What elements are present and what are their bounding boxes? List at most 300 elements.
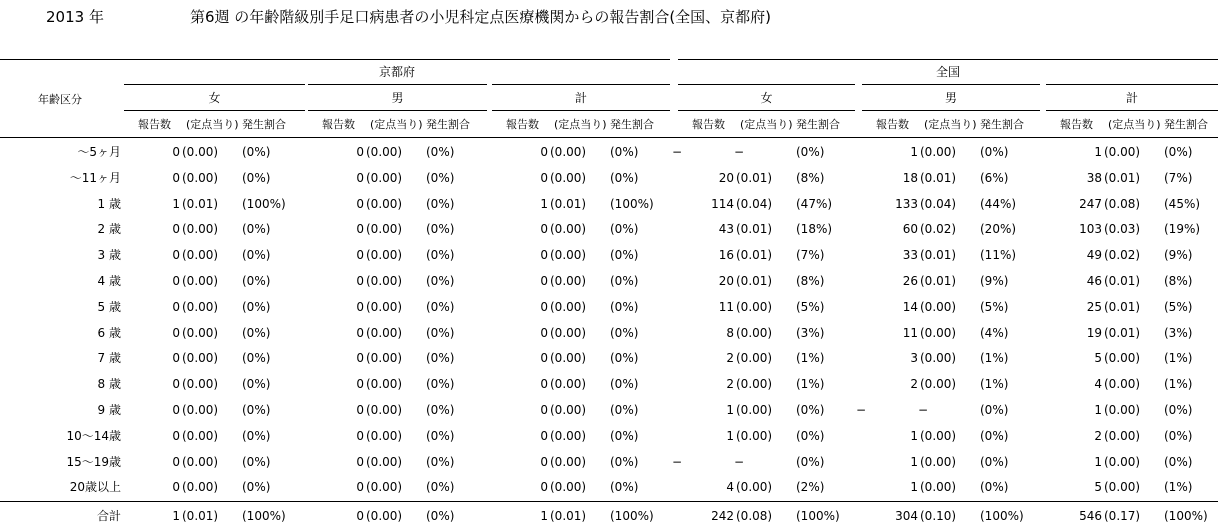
cell-per-point: (0.00)	[182, 274, 219, 288]
cell-per-point: (0.00)	[182, 248, 219, 263]
top-rule-national	[678, 59, 1218, 60]
cell-count: 1	[172, 196, 180, 211]
cell-rate: (0%)	[1164, 454, 1193, 469]
cell-count: 0	[172, 248, 180, 263]
cell-rate: (100%)	[796, 509, 840, 523]
cell-rate: (0%)	[426, 428, 455, 443]
cell-rate: (5%)	[796, 299, 825, 314]
cell-per-point: (0.00)	[182, 222, 219, 237]
cell-rate: (7%)	[1164, 170, 1193, 185]
cell-per-point: (0.00)	[736, 351, 773, 366]
cell-count: 0	[540, 222, 548, 237]
cell-rate: (0%)	[426, 196, 455, 211]
subheader-count: 報告数	[876, 118, 909, 131]
cell-per-point: (0.01)	[1104, 325, 1141, 340]
subheader-rate: 発生割合	[242, 118, 286, 131]
cell-per-point: (0.00)	[550, 274, 587, 288]
cell-per-point: (0.00)	[736, 325, 773, 340]
cell-count: 26	[902, 274, 918, 288]
cell-count: 304	[895, 509, 918, 523]
cell-count: −	[856, 403, 867, 417]
subheader-rule	[308, 110, 487, 111]
cell-rate: (0%)	[242, 248, 271, 263]
cell-per-point: (0.00)	[182, 403, 219, 417]
cell-rate: (47%)	[796, 196, 833, 211]
cell-rate: (0%)	[610, 454, 639, 469]
cell-rate: (0%)	[426, 377, 455, 392]
cell-per-point: (0.00)	[1104, 145, 1141, 159]
cell-per-point: (0.00)	[182, 377, 219, 392]
cell-per-point: (0.00)	[920, 145, 957, 159]
cell-count: 103	[1079, 222, 1102, 237]
cell-rate: (9%)	[980, 274, 1009, 288]
cell-count: 0	[172, 299, 180, 314]
cell-rate: (0%)	[242, 170, 271, 185]
cell-rate: (0%)	[426, 170, 455, 185]
cell-count: 0	[172, 222, 180, 237]
cell-count: 0	[172, 351, 180, 366]
cell-count: 46	[1086, 274, 1102, 288]
cell-count: 5	[1094, 351, 1102, 366]
cell-per-point: (0.00)	[550, 403, 587, 417]
cell-rate: (0%)	[242, 274, 271, 288]
cell-rate: (0%)	[796, 403, 825, 417]
cell-rate: (100%)	[610, 196, 654, 211]
cell-per-point: (0.01)	[1104, 274, 1141, 288]
cell-per-point: (0.00)	[550, 480, 587, 495]
page-title: 第6週 の年齢階級別手足口病患者の小児科定点医療機関からの報告割合(全国、京都府)	[190, 8, 772, 26]
cell-per-point: (0.00)	[736, 480, 773, 495]
cell-rate: (8%)	[796, 274, 825, 288]
subheader-rule	[124, 110, 305, 111]
cell-rate: (20%)	[980, 222, 1017, 237]
cell-count: 0	[172, 274, 180, 288]
table-row-label: 2 歳	[97, 222, 121, 237]
cell-per-point: (0.00)	[920, 377, 957, 392]
table-row-label: 〜11ヶ月	[69, 170, 121, 185]
cell-count: 0	[172, 145, 180, 159]
cell-rate: (0%)	[242, 480, 271, 495]
cell-rate: (8%)	[1164, 274, 1193, 288]
table-row-label: 〜5ヶ月	[77, 145, 121, 159]
cell-rate: (0%)	[980, 145, 1009, 159]
cell-rate: (8%)	[796, 170, 825, 185]
cell-count: 0	[356, 222, 364, 237]
cell-count: 49	[1086, 248, 1102, 263]
cell-count: 1	[172, 509, 180, 523]
cell-per-point: (0.00)	[182, 480, 219, 495]
subheader-rule	[862, 110, 1040, 111]
cell-count: 1	[1094, 403, 1102, 417]
cell-rate: (0%)	[610, 145, 639, 159]
cell-count: 0	[356, 299, 364, 314]
cell-per-point: (0.00)	[920, 299, 957, 314]
cell-count: 0	[540, 274, 548, 288]
subheader-rate: 発生割合	[1164, 118, 1208, 131]
cell-rate: (44%)	[980, 196, 1017, 211]
cell-count: 0	[540, 454, 548, 469]
cell-per-point: (0.00)	[182, 145, 219, 159]
cell-count: 0	[540, 377, 548, 392]
cell-rate: (0%)	[1164, 145, 1193, 159]
cell-per-point: (0.00)	[736, 299, 773, 314]
cell-rate: (0%)	[980, 428, 1009, 443]
cell-count: 5	[1094, 480, 1102, 495]
cell-per-point: −	[734, 454, 745, 469]
cell-per-point: (0.00)	[736, 403, 773, 417]
cell-rate: (0%)	[610, 403, 639, 417]
cell-rate: (0%)	[426, 222, 455, 237]
cell-rate: (0%)	[242, 403, 271, 417]
cell-rate: (0%)	[426, 403, 455, 417]
cell-per-point: (0.00)	[182, 351, 219, 366]
cell-count: 11	[718, 299, 734, 314]
cell-rate: (3%)	[1164, 325, 1193, 340]
cell-per-point: (0.00)	[550, 428, 587, 443]
cell-count: 0	[172, 325, 180, 340]
region-header-national: 全国	[935, 65, 960, 79]
cell-rate: (1%)	[1164, 480, 1193, 495]
sex-group-rule	[124, 84, 305, 85]
cell-count: 1	[540, 509, 548, 523]
cell-rate: (0%)	[426, 509, 455, 523]
cell-per-point: (0.00)	[550, 325, 587, 340]
cell-count: 0	[540, 325, 548, 340]
cell-count: 0	[356, 403, 364, 417]
subheader-per-point: (定点当り)	[1108, 118, 1161, 131]
cell-per-point: (0.00)	[366, 509, 403, 523]
table-row-label: 20歳以上	[69, 480, 121, 495]
cell-per-point: (0.00)	[366, 196, 403, 211]
cell-rate: (9%)	[1164, 248, 1193, 263]
cell-rate: (100%)	[242, 196, 286, 211]
cell-count: 0	[540, 428, 548, 443]
cell-rate: (1%)	[796, 377, 825, 392]
cell-count: 4	[726, 480, 734, 495]
cell-count: 0	[540, 248, 548, 263]
cell-per-point: (0.00)	[736, 377, 773, 392]
table-row-label: 10〜14歳	[66, 428, 121, 443]
cell-rate: (6%)	[980, 170, 1009, 185]
cell-rate: (45%)	[1164, 196, 1201, 211]
cell-rate: (0%)	[242, 377, 271, 392]
cell-count: 2	[910, 377, 918, 392]
cell-count: 11	[902, 325, 918, 340]
subheader-rate: 発生割合	[426, 118, 470, 131]
cell-count: 0	[356, 196, 364, 211]
sex-group-rule	[492, 84, 670, 85]
cell-count: 38	[1086, 170, 1102, 185]
cell-rate: (0%)	[426, 454, 455, 469]
cell-rate: (0%)	[610, 299, 639, 314]
cell-count: 0	[540, 480, 548, 495]
cell-count: 0	[356, 248, 364, 263]
sex-header: 計	[574, 91, 587, 105]
cell-per-point: (0.00)	[1104, 351, 1141, 366]
subheader-per-point: (定点当り)	[924, 118, 977, 131]
cell-per-point: (0.00)	[366, 403, 403, 417]
cell-count: 0	[540, 299, 548, 314]
cell-rate: (18%)	[796, 222, 833, 237]
cell-rate: (100%)	[242, 509, 286, 523]
cell-count: 1	[1094, 454, 1102, 469]
cell-rate: (1%)	[1164, 351, 1193, 366]
cell-count: 1	[1094, 145, 1102, 159]
cell-per-point: (0.00)	[366, 222, 403, 237]
cell-rate: (0%)	[242, 428, 271, 443]
cell-count: 0	[540, 403, 548, 417]
cell-count: 0	[172, 480, 180, 495]
cell-per-point: (0.00)	[1104, 480, 1141, 495]
cell-count: 1	[910, 428, 918, 443]
cell-count: 2	[726, 351, 734, 366]
cell-per-point: (0.00)	[366, 274, 403, 288]
sex-group-rule	[862, 84, 1040, 85]
sex-header: 計	[1125, 91, 1138, 105]
cell-count: 20	[718, 170, 734, 185]
cell-rate: (0%)	[796, 428, 825, 443]
cell-per-point: (0.00)	[366, 428, 403, 443]
cell-count: 0	[356, 377, 364, 392]
cell-count: 0	[356, 480, 364, 495]
cell-per-point: (0.00)	[1104, 428, 1141, 443]
table-row-label: 5 歳	[97, 299, 121, 314]
subheader-per-point: (定点当り)	[370, 118, 423, 131]
cell-per-point: (0.00)	[182, 428, 219, 443]
cell-count: 0	[356, 274, 364, 288]
cell-count: 14	[902, 299, 918, 314]
subheader-rate: 発生割合	[796, 118, 840, 131]
cell-rate: (0%)	[980, 480, 1009, 495]
sex-header: 女	[208, 91, 221, 105]
cell-rate: (3%)	[796, 325, 825, 340]
cell-per-point: (0.00)	[182, 299, 219, 314]
cell-count: 0	[172, 454, 180, 469]
cell-per-point: (0.00)	[550, 377, 587, 392]
table-row-label: 4 歳	[97, 274, 121, 288]
subheader-rate: 発生割合	[980, 118, 1024, 131]
cell-rate: (0%)	[426, 351, 455, 366]
cell-per-point: (0.10)	[920, 509, 957, 523]
top-rule-kyoto	[0, 59, 670, 60]
cell-per-point: (0.01)	[182, 196, 219, 211]
header-bottom-rule	[0, 137, 1218, 138]
cell-count: 2	[1094, 428, 1102, 443]
subheader-rule	[1046, 110, 1218, 111]
cell-per-point: (0.17)	[1104, 509, 1141, 523]
cell-count: 0	[540, 145, 548, 159]
cell-count: 247	[1079, 196, 1102, 211]
cell-per-point: (0.01)	[1104, 299, 1141, 314]
cell-per-point: (0.00)	[1104, 377, 1141, 392]
table-row-label: 3 歳	[97, 248, 121, 263]
cell-count: 0	[356, 170, 364, 185]
cell-count: −	[672, 454, 683, 469]
cell-per-point: (0.01)	[550, 196, 587, 211]
cell-rate: (1%)	[1164, 377, 1193, 392]
cell-rate: (0%)	[610, 274, 639, 288]
cell-per-point: (0.00)	[920, 480, 957, 495]
cell-count: 19	[1086, 325, 1102, 340]
cell-per-point: (0.02)	[1104, 248, 1141, 263]
cell-per-point: (0.00)	[550, 170, 587, 185]
cell-rate: (0%)	[796, 145, 825, 159]
table-row-label: 6 歳	[97, 325, 121, 340]
cell-count: 1	[910, 145, 918, 159]
total-row-label: 合計	[96, 509, 121, 523]
cell-rate: (0%)	[610, 248, 639, 263]
cell-count: 0	[172, 377, 180, 392]
cell-count: 60	[902, 222, 918, 237]
cell-count: 25	[1086, 299, 1102, 314]
cell-per-point: (0.01)	[182, 509, 219, 523]
cell-rate: (0%)	[796, 454, 825, 469]
cell-count: 20	[718, 274, 734, 288]
cell-per-point: (0.01)	[920, 274, 957, 288]
cell-count: 33	[902, 248, 918, 263]
subheader-count: 報告数	[692, 118, 725, 131]
cell-per-point: (0.00)	[736, 428, 773, 443]
cell-rate: (0%)	[426, 325, 455, 340]
cell-count: 43	[718, 222, 734, 237]
cell-count: 1	[540, 196, 548, 211]
cell-per-point: (0.00)	[366, 325, 403, 340]
cell-rate: (11%)	[980, 248, 1017, 263]
cell-rate: (0%)	[426, 299, 455, 314]
cell-rate: (1%)	[796, 351, 825, 366]
cell-rate: (1%)	[980, 377, 1009, 392]
cell-rate: (100%)	[980, 509, 1024, 523]
age-header: 年齢区分	[38, 93, 82, 106]
cell-per-point: (0.00)	[366, 248, 403, 263]
table-row-label: 7 歳	[97, 351, 121, 366]
sex-group-rule	[308, 84, 487, 85]
cell-count: 0	[540, 351, 548, 366]
cell-rate: (0%)	[610, 377, 639, 392]
cell-rate: (100%)	[1164, 509, 1208, 523]
cell-per-point: (0.00)	[550, 454, 587, 469]
table-row-label: 8 歳	[97, 377, 121, 392]
cell-count: 1	[910, 454, 918, 469]
cell-per-point: (0.08)	[736, 509, 773, 523]
subheader-per-point: (定点当り)	[186, 118, 239, 131]
cell-per-point: (0.01)	[736, 222, 773, 237]
cell-rate: (0%)	[426, 480, 455, 495]
table-row-label: 9 歳	[97, 403, 121, 417]
total-top-rule	[0, 501, 1218, 502]
cell-per-point: (0.00)	[366, 170, 403, 185]
cell-count: 242	[711, 509, 734, 523]
sex-header: 男	[944, 91, 957, 105]
subheader-count: 報告数	[506, 118, 539, 131]
cell-rate: (0%)	[610, 170, 639, 185]
cell-per-point: (0.01)	[920, 170, 957, 185]
cell-per-point: (0.00)	[1104, 454, 1141, 469]
cell-count: 2	[726, 377, 734, 392]
cell-count: 546	[1079, 509, 1102, 523]
cell-per-point: (0.01)	[736, 274, 773, 288]
cell-count: 0	[356, 351, 364, 366]
cell-rate: (19%)	[1164, 222, 1201, 237]
cell-per-point: (0.00)	[366, 480, 403, 495]
cell-count: 0	[356, 454, 364, 469]
cell-per-point: (0.04)	[736, 196, 773, 211]
cell-count: −	[672, 145, 683, 159]
cell-count: 0	[540, 170, 548, 185]
cell-rate: (0%)	[1164, 428, 1193, 443]
subheader-count: 報告数	[1060, 118, 1093, 131]
cell-per-point: −	[734, 145, 745, 159]
subheader-rule	[678, 110, 855, 111]
subheader-per-point: (定点当り)	[740, 118, 793, 131]
cell-rate: (0%)	[242, 351, 271, 366]
cell-count: 1	[910, 480, 918, 495]
cell-per-point: (0.01)	[736, 170, 773, 185]
cell-per-point: −	[918, 403, 929, 417]
cell-count: 0	[172, 428, 180, 443]
cell-count: 16	[718, 248, 734, 263]
subheader-count: 報告数	[138, 118, 171, 131]
cell-rate: (0%)	[610, 222, 639, 237]
cell-per-point: (0.01)	[920, 248, 957, 263]
cell-count: 0	[172, 170, 180, 185]
cell-rate: (0%)	[980, 454, 1009, 469]
subheader-count: 報告数	[322, 118, 355, 131]
cell-rate: (0%)	[980, 403, 1009, 417]
region-header-kyoto: 京都府	[378, 65, 415, 79]
cell-per-point: (0.00)	[920, 428, 957, 443]
cell-rate: (0%)	[242, 222, 271, 237]
cell-count: 18	[902, 170, 918, 185]
cell-per-point: (0.01)	[736, 248, 773, 263]
cell-rate: (0%)	[242, 299, 271, 314]
cell-per-point: (0.00)	[366, 454, 403, 469]
cell-rate: (0%)	[610, 480, 639, 495]
cell-count: 0	[356, 509, 364, 523]
cell-count: 8	[726, 325, 734, 340]
cell-rate: (0%)	[610, 325, 639, 340]
cell-count: 0	[356, 325, 364, 340]
cell-rate: (0%)	[1164, 403, 1193, 417]
cell-per-point: (0.00)	[182, 325, 219, 340]
cell-count: 1	[726, 403, 734, 417]
cell-per-point: (0.00)	[920, 325, 957, 340]
sex-group-rule	[678, 84, 855, 85]
cell-rate: (7%)	[796, 248, 825, 263]
cell-per-point: (0.00)	[920, 454, 957, 469]
cell-per-point: (0.00)	[920, 351, 957, 366]
table-row-label: 1 歳	[97, 196, 121, 211]
cell-per-point: (0.00)	[366, 377, 403, 392]
cell-rate: (2%)	[796, 480, 825, 495]
cell-rate: (100%)	[610, 509, 654, 523]
subheader-rate: 発生割合	[610, 118, 654, 131]
subheader-per-point: (定点当り)	[554, 118, 607, 131]
subheader-rule	[492, 110, 670, 111]
year-label: 2013 年	[46, 8, 104, 26]
cell-count: 1	[726, 428, 734, 443]
cell-rate: (0%)	[242, 325, 271, 340]
cell-per-point: (0.02)	[920, 222, 957, 237]
cell-count: 0	[356, 428, 364, 443]
cell-per-point: (0.00)	[182, 170, 219, 185]
cell-per-point: (0.00)	[550, 299, 587, 314]
cell-rate: (0%)	[242, 454, 271, 469]
cell-count: 0	[172, 403, 180, 417]
cell-count: 3	[910, 351, 918, 366]
table-row-label: 15〜19歳	[66, 454, 121, 469]
cell-count: 0	[356, 145, 364, 159]
